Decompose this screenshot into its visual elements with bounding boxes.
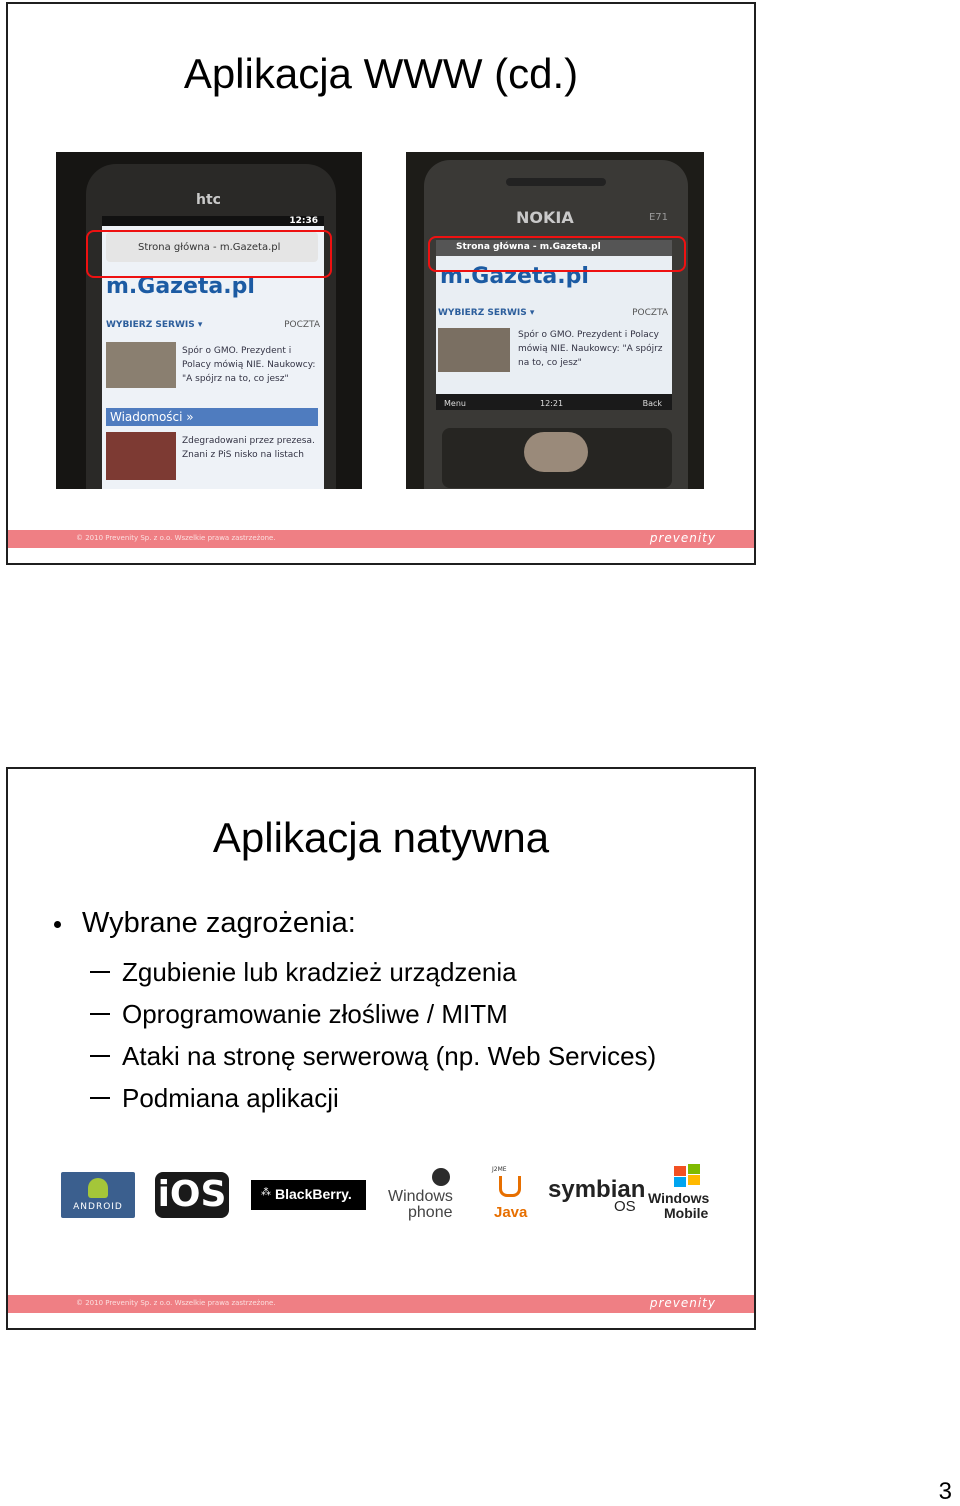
android-logo: ANDROID	[61, 1172, 135, 1218]
address-bar-highlight	[428, 236, 686, 272]
footer-copyright: © 2010 Prevenity Sp. z o.o. Wszelkie prawa zastrzeżone.	[76, 534, 276, 542]
htc-screen: 12:36 Strona główna - m.Gazeta.pl m.Gazeta.pl WYBIERZ SERWIS ▾ POCZTA Spór o GMO. Prezydent i Polacy mówią NIE. Naukowcy: "A spójrz na to, co jesz" Wiadomości » Zdegradowani przez prezesa. Znani z PiS nisko na listach	[102, 216, 324, 489]
windows-mobile-logo: Windows Mobile	[646, 1164, 714, 1224]
nokia-brand: NOKIA	[516, 208, 574, 227]
footer-copyright: © 2010 Prevenity Sp. z o.o. Wszelkie prawa zastrzeżone.	[76, 1299, 276, 1307]
nokia-screen: Strona główna - m.Gazeta.pl m.Gazeta.pl WYBIERZ SERWIS ▾ POCZTA Spór o GMO. Prezydent i Polacy mówią NIE. Naukowcy: "A spójrz na to, co jesz" Menu 12:21 Back	[436, 240, 672, 410]
java-logo: J2ME Java	[492, 1166, 528, 1221]
dash-marker	[90, 1097, 110, 1099]
blackberry-logo: ⁂ BlackBerry.	[251, 1180, 366, 1210]
subbullet-item: Oprogramowanie złośliwe / MITM	[90, 999, 508, 1030]
nokia-address-bar: Strona główna - m.Gazeta.pl	[456, 242, 601, 252]
windows-phone-logo: Windows phone	[386, 1166, 458, 1224]
slide-web-app	[6, 2, 756, 565]
slide-footer	[8, 1295, 754, 1313]
page-number: 3	[938, 1478, 952, 1505]
bullet-dot	[54, 921, 61, 928]
nokia-phone-photo: NOKIA E71 Strona główna - m.Gazeta.pl m.Gazeta.pl WYBIERZ SERWIS ▾ POCZTA Spór o GMO. Prezydent i Polacy mówią NIE. Naukowcy: "A spójrz na to, co jesz" Menu 12:21 Back	[406, 152, 704, 489]
dash-marker	[90, 1055, 110, 1057]
windows-flag-icon	[688, 1175, 700, 1185]
slide-native-app: Aplikacja natywna Wybrane zagrożenia: Zgubienie lub kradzież urządzenia Oprogramowanie złośliwe / MITM Ataki na stronę serwerową (np. Web Services) Podmiana aplikacji © 2010 Prevenity Sp. z o.o. Wszelkie prawa zastrzeżone. prevenity	[6, 767, 756, 1330]
windows-flag-icon	[432, 1168, 450, 1186]
htc-address-bar: Strona główna - m.Gazeta.pl	[138, 242, 281, 253]
slide-title: Aplikacja natywna	[212, 814, 550, 861]
htc-site-logo: m.Gazeta.pl	[106, 274, 255, 299]
htc-brand: htc	[196, 192, 221, 208]
symbian-logo: symbian OS	[548, 1176, 646, 1215]
ios-logo: iOS	[155, 1172, 229, 1218]
dash-marker	[90, 971, 110, 973]
subbullet-item: Ataki na stronę serwerową (np. Web Services)	[90, 1041, 656, 1072]
htc-phone-photo	[56, 152, 362, 489]
blackberry-icon: ⁂	[261, 1187, 271, 1198]
address-bar-highlight	[86, 230, 332, 278]
dash-marker	[90, 1013, 110, 1015]
subbullet-item: Podmiana aplikacji	[90, 1083, 339, 1114]
java-cup-icon	[499, 1176, 521, 1197]
nokia-site-logo: m.Gazeta.pl	[440, 264, 589, 289]
slide-title: Aplikacja WWW (cd.)	[183, 50, 579, 97]
footer-brand-logo: prevenity	[649, 1296, 716, 1310]
android-robot-icon	[88, 1178, 108, 1198]
slide-footer	[8, 530, 754, 548]
subbullet-item: Zgubienie lub kradzież urządzenia	[90, 957, 517, 988]
footer-brand-logo: prevenity	[649, 531, 716, 545]
